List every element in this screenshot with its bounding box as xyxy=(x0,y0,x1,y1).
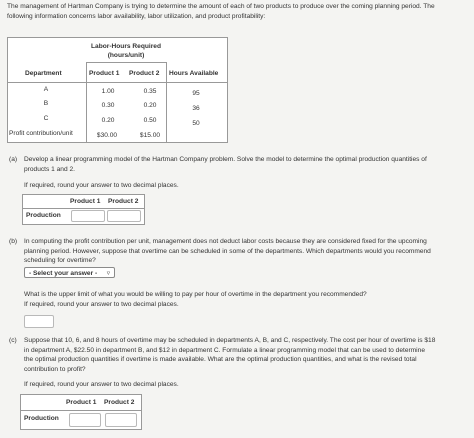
row-a-dept: A xyxy=(43,86,49,93)
part-c-col-product-2: Product 2 xyxy=(104,399,135,406)
row-b-dept: B xyxy=(43,100,49,107)
part-a-label: (a) xyxy=(9,156,18,163)
row-c-p1: 0.20 xyxy=(101,117,115,124)
problem-intro xyxy=(7,2,473,21)
part-c-grid-divider xyxy=(21,410,141,411)
row-b-p1: 0.30 xyxy=(101,102,115,109)
part-c-line-1: Suppose that 10, 6, and 8 hours of overtime may be scheduled in departments A, B, and C, respectively. The cost per hour of overtime is $18 xyxy=(24,337,436,344)
part-c-hint: If required, round your answer to two decimal places. xyxy=(24,381,179,388)
profit-p1: $30.00 xyxy=(96,132,118,139)
part-c-line-3: the optimal production quantities if overtime is made available. What are the optimal production quantities, and what is the revised total xyxy=(24,356,417,363)
labor-hours-table xyxy=(7,37,228,143)
part-c-col-product-1: Product 1 xyxy=(66,399,97,406)
part-a-row-production: Production xyxy=(26,212,61,219)
group-header-line-2: (hours/unit) xyxy=(107,52,145,59)
row-a-p1: 1.00 xyxy=(101,88,115,95)
intro-line-2: following information concerns labor availability, labor utilization, and product profitability: xyxy=(7,12,266,20)
row-b-hours: 36 xyxy=(192,105,200,112)
part-a-line-1: Develop a linear programming model of the Hartman Company problem. Solve the model to determine the optimal production quantities of xyxy=(24,156,427,163)
part-c-product-1-input[interactable] xyxy=(69,413,101,427)
part-c-row-production: Production xyxy=(24,415,59,422)
col-header-hours-available: Hours Available xyxy=(169,70,219,77)
row-a-hours: 95 xyxy=(192,90,200,97)
part-a-col-product-2: Product 2 xyxy=(108,198,139,205)
part-b-label: (b) xyxy=(9,238,18,245)
part-c-line-4: contribution to profit? xyxy=(24,365,86,373)
overtime-upper-limit-input[interactable] xyxy=(24,315,54,328)
part-b-question: What is the upper limit of what you would be willing to pay per hour of overtime in the department you recommended? xyxy=(24,291,367,298)
part-c-label: (c) xyxy=(9,337,17,344)
part-a-product-1-input[interactable] xyxy=(71,210,105,222)
profit-p2: $15.00 xyxy=(139,132,161,139)
row-c-hours: 50 xyxy=(192,120,200,127)
overtime-department-select[interactable] xyxy=(24,267,115,278)
intro-line-1: The management of Hartman Company is trying to determine the amount of each of two products to produce over the coming planning period. The xyxy=(7,3,435,10)
part-c-production-grid xyxy=(20,394,142,430)
part-b-line-3: scheduling for overtime? xyxy=(24,257,96,264)
col-header-department: Department xyxy=(25,70,62,77)
col-divider-2 xyxy=(166,62,167,142)
part-a-col-product-1: Product 1 xyxy=(70,198,101,205)
part-b-hint: If required, round your answer to two decimal places. xyxy=(24,301,179,308)
part-c-product-2-input[interactable] xyxy=(105,413,137,427)
part-b-line-2: planning period. However, suppose that overtime can be scheduled in some of the departments. Which departments would you recommend xyxy=(24,247,431,255)
row-c-dept: C xyxy=(43,115,49,122)
group-header-rule xyxy=(86,62,166,63)
part-a-hint: If required, round your answer to two decimal places. xyxy=(24,182,179,189)
chevron-down-icon: ▿ xyxy=(106,270,110,277)
part-b-text xyxy=(24,237,431,266)
col-divider-1 xyxy=(86,62,87,142)
part-a-line-2: products 1 and 2. xyxy=(24,165,75,173)
labor-hours-group-header xyxy=(86,42,166,60)
part-c-text xyxy=(24,336,435,374)
row-b-p2: 0.20 xyxy=(143,102,157,109)
part-b-line-1: In computing the profit contribution per unit, management does not deduct labor costs because they are considered fixed for the upcoming xyxy=(24,238,427,245)
part-a-text xyxy=(24,155,427,174)
part-a-production-grid xyxy=(22,194,145,225)
group-header-line-1: Labor-Hours Required xyxy=(91,43,161,50)
part-a-product-2-input[interactable] xyxy=(107,210,141,222)
profit-row-label: Profit contribution/unit xyxy=(9,130,73,137)
select-value: - Select your answer - xyxy=(29,270,98,277)
header-divider xyxy=(8,82,227,83)
col-header-product-1: Product 1 xyxy=(89,70,120,77)
part-a-grid-divider xyxy=(23,208,144,209)
row-a-p2: 0.35 xyxy=(143,88,157,95)
part-c-line-2: in department A, $22.50 in department B, and $12 in department C. Formulate a linear programming model that can be used to determine xyxy=(24,346,425,354)
row-c-p2: 0.50 xyxy=(143,117,157,124)
col-header-product-2: Product 2 xyxy=(129,70,160,77)
